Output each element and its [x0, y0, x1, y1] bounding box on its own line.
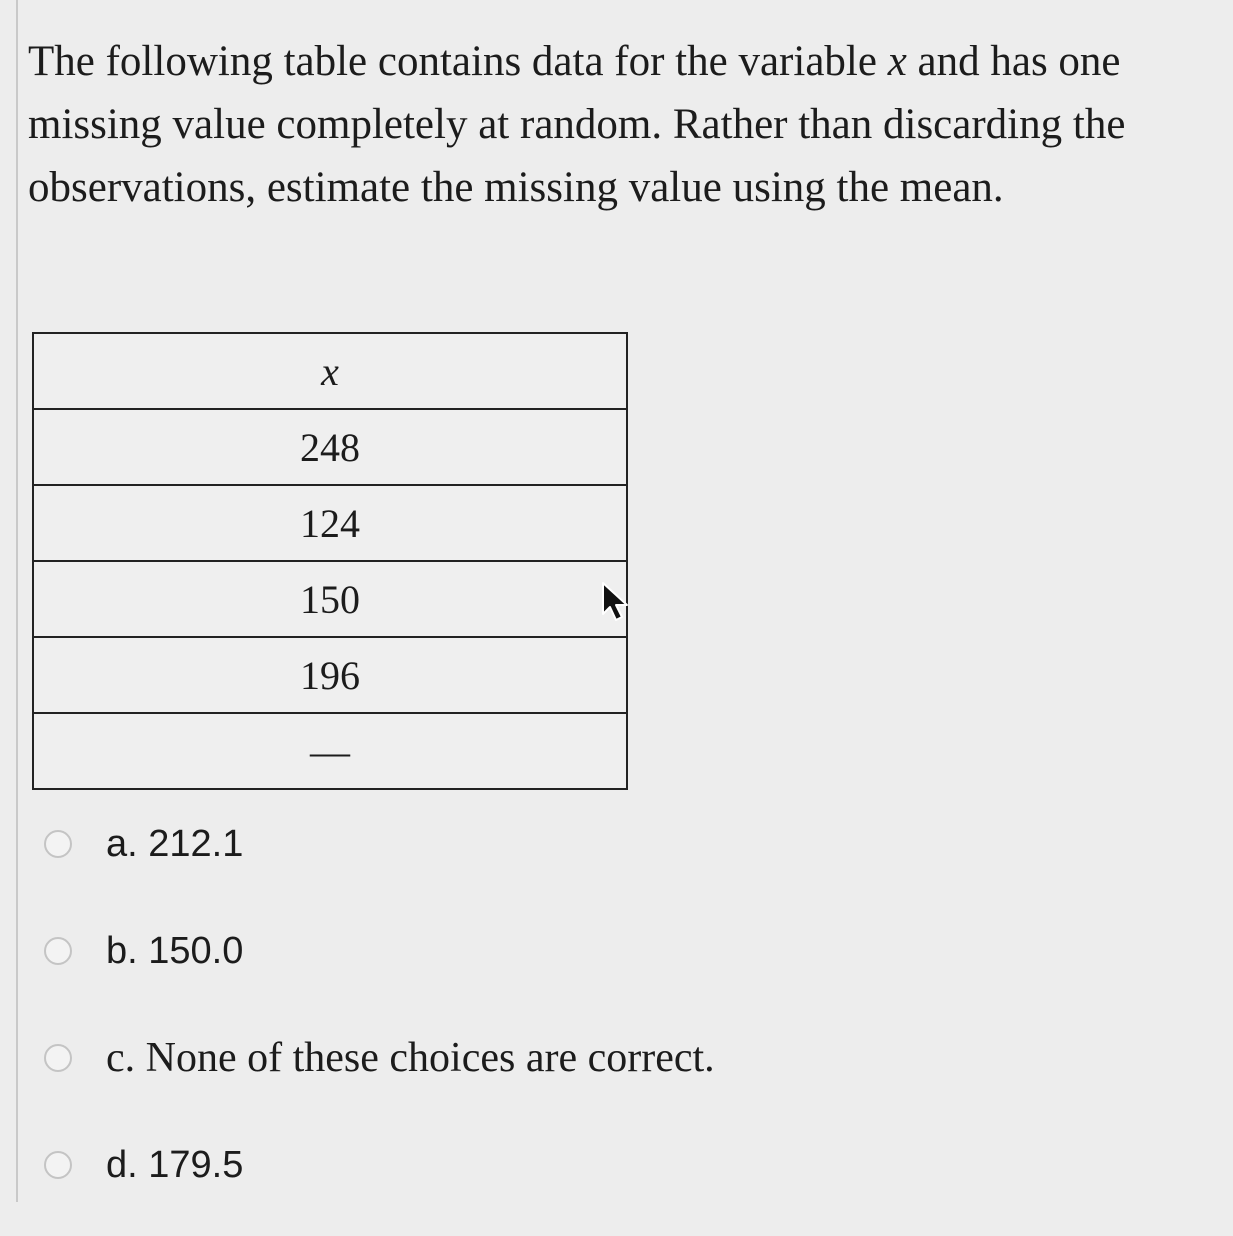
radio-icon[interactable]: [44, 1151, 72, 1179]
option-c[interactable]: [44, 1022, 715, 1094]
option-d[interactable]: [44, 1129, 715, 1201]
table-row: [33, 637, 627, 713]
option-a-label: a. 212.1: [106, 822, 244, 865]
table-row: [33, 713, 627, 789]
table-cell: 124: [33, 485, 627, 561]
table-row: [33, 409, 627, 485]
question-variable: x: [887, 38, 907, 85]
option-b[interactable]: [44, 915, 715, 987]
table-cell-missing: —: [33, 713, 627, 789]
table-cell: 196: [33, 637, 627, 713]
option-a[interactable]: [44, 808, 715, 880]
table-header-row: [33, 333, 627, 409]
table-row: [33, 485, 627, 561]
table-cell: 248: [33, 409, 627, 485]
answer-options: [44, 808, 715, 1236]
table-cell: 150: [33, 561, 627, 637]
radio-icon[interactable]: [44, 1044, 72, 1072]
table-header-x: x: [33, 333, 627, 409]
option-b-label: b. 150.0: [106, 929, 244, 972]
option-c-label: c. None of these choices are correct.: [106, 1035, 715, 1081]
radio-icon[interactable]: [44, 937, 72, 965]
page-left-border: [16, 0, 18, 1202]
radio-icon[interactable]: [44, 830, 72, 858]
question-text: [28, 30, 1213, 219]
table-row: [33, 561, 627, 637]
option-d-label: d. 179.5: [106, 1143, 244, 1186]
data-table: [32, 332, 628, 790]
mouse-pointer-icon: [600, 580, 634, 624]
question-text-part-1: The following table contains data for the variable: [28, 38, 888, 85]
question-text-part-2: and has one missing value completely at random. Rather than discarding the observations, estimate the missing value using the mean.: [28, 38, 1126, 211]
